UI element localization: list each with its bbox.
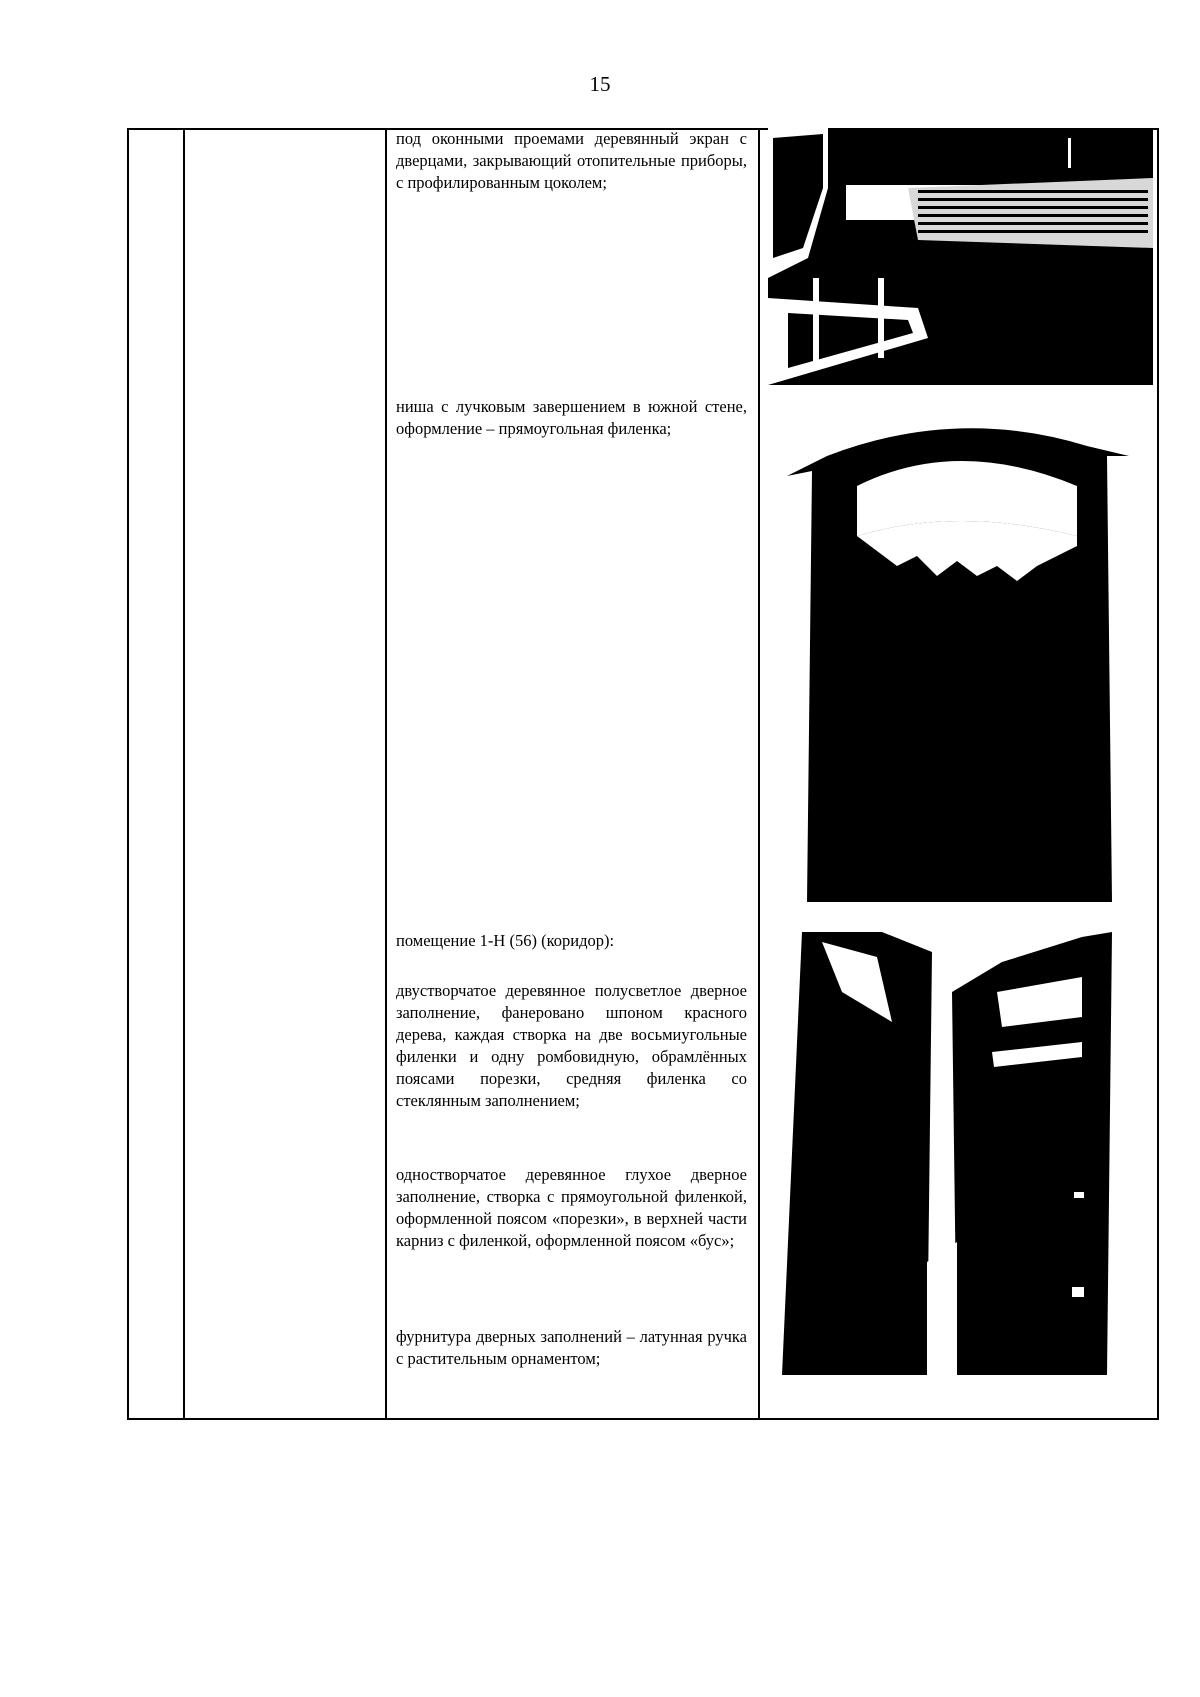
description-door-hardware: фурнитура дверных заполнений – латунная ручка с растительным орнаментом; — [396, 1327, 747, 1368]
description-heating-screen: под оконными проемами деревянный экран с дверцами, закрывающий отопительные приборы, с профилированным цоколем; — [396, 129, 747, 192]
column-divider-2 — [385, 130, 387, 1418]
description-single-door: одностворчатое деревянное глухое дверное заполнение, створка с прямоугольной филенкой, оформленной поясом «порезки», в верхней части карниз с филенкой, оформленной поясом «бус»; — [396, 1165, 747, 1250]
photo-arched-niche — [787, 416, 1129, 902]
description-double-door: двустворчатое деревянное полусветлое дверное заполнение, фанеровано шпоном красного дерева, каждая створка на две восьмиугольные филенки и одну ромбовидную, обрамлённых поясами порезки, средняя филенка со стеклянным заполнением; — [396, 981, 747, 1110]
description-corridor-heading: помещение 1-Н (56) (коридор): — [396, 931, 615, 950]
description-arched-niche: ниша с лучковым завершением в южной стене, оформление – прямоугольная филенка; — [396, 397, 747, 438]
photo-corridor-doors — [782, 932, 1127, 1375]
column-divider-1 — [183, 130, 185, 1418]
column-divider-3 — [758, 130, 760, 1418]
photo-heating-screen — [768, 128, 1153, 385]
page-number: 15 — [589, 72, 611, 96]
